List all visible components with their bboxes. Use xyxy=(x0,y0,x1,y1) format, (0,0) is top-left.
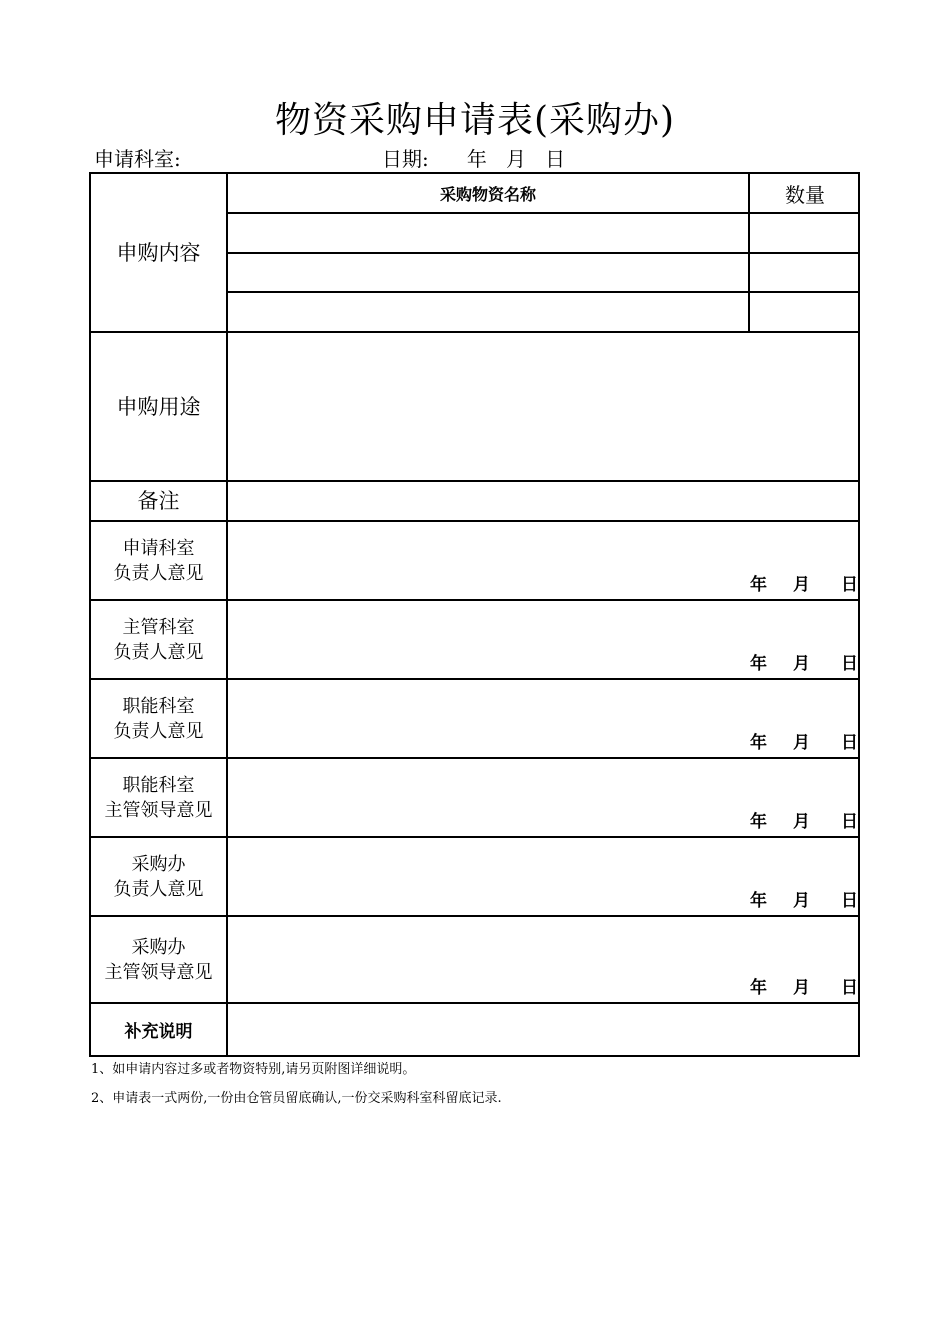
approval-opinion-cell[interactable] xyxy=(228,601,860,678)
date-year: 年 xyxy=(466,147,487,171)
footnote-2: 2、申请表一式两份,一份由仓管员留底确认,一份交采购科室科留底记录. xyxy=(91,1091,502,1106)
approval-opinion-cell[interactable] xyxy=(228,917,860,1002)
approval-opinion-cell[interactable] xyxy=(228,838,860,915)
approval-date-stamp: 年 月 日 xyxy=(750,978,858,998)
date-label: 日期: xyxy=(382,147,429,171)
approval-label-line2: 负责人意见 xyxy=(113,878,204,900)
approval-label xyxy=(91,759,226,836)
approval-label xyxy=(91,601,226,678)
approval-label-line1: 采购办 xyxy=(131,936,186,958)
approval-label-line1: 职能科室 xyxy=(122,774,195,796)
date-day: 日 xyxy=(545,147,566,171)
item-name-cell-3[interactable] xyxy=(228,293,748,331)
footnote-1: 1、如申请内容过多或者物资特别,请另页附图详细说明。 xyxy=(91,1062,416,1077)
purpose-cell[interactable] xyxy=(228,333,860,480)
date-field xyxy=(382,146,565,172)
date-month: 月 xyxy=(505,147,526,171)
approval-label xyxy=(91,522,226,599)
approval-label-line1: 职能科室 xyxy=(122,695,195,717)
approval-date-stamp: 年 月 日 xyxy=(750,654,858,674)
supplement-label: 补充说明 xyxy=(124,1022,193,1042)
remark-cell[interactable] xyxy=(228,482,860,520)
approval-date-stamp: 年 月 日 xyxy=(750,812,858,832)
quantity-header: 数量 xyxy=(785,182,825,207)
approval-date-stamp: 年 月 日 xyxy=(750,733,858,753)
item-name-cell-1[interactable] xyxy=(228,214,748,252)
approval-date-stamp: 年 月 日 xyxy=(750,575,858,595)
dept-label: 申请科室: xyxy=(94,147,181,171)
approval-label-line2: 负责人意见 xyxy=(113,562,204,584)
approval-opinion-cell[interactable] xyxy=(228,759,860,836)
quantity-cell-2[interactable] xyxy=(750,254,860,291)
content-label: 申购内容 xyxy=(116,240,201,265)
approval-label-line1: 主管科室 xyxy=(122,616,195,638)
approval-label-line2: 主管领导意见 xyxy=(104,961,213,983)
approval-date-stamp: 年 月 日 xyxy=(750,891,858,911)
approval-label-line1: 申请科室 xyxy=(122,537,195,559)
quantity-cell-1[interactable] xyxy=(750,214,860,252)
supplement-cell[interactable] xyxy=(228,1004,860,1055)
approval-label-line2: 负责人意见 xyxy=(113,720,204,742)
approval-label xyxy=(91,917,226,1002)
item-name-header: 采购物资名称 xyxy=(439,184,536,204)
approval-label xyxy=(91,838,226,915)
approval-label-line2: 主管领导意见 xyxy=(104,799,213,821)
approval-opinion-cell[interactable] xyxy=(228,522,860,599)
application-form-table xyxy=(89,172,860,1057)
approval-label xyxy=(91,680,226,757)
approval-opinion-cell[interactable] xyxy=(228,680,860,757)
purpose-label: 申购用途 xyxy=(116,394,201,419)
remark-label: 备注 xyxy=(137,489,180,513)
form-title: 物资采购申请表(采购办) xyxy=(274,100,676,141)
approval-label-line1: 采购办 xyxy=(131,853,186,875)
quantity-cell-3[interactable] xyxy=(750,293,860,331)
item-name-cell-2[interactable] xyxy=(228,254,748,291)
approval-label-line2: 负责人意见 xyxy=(113,641,204,663)
